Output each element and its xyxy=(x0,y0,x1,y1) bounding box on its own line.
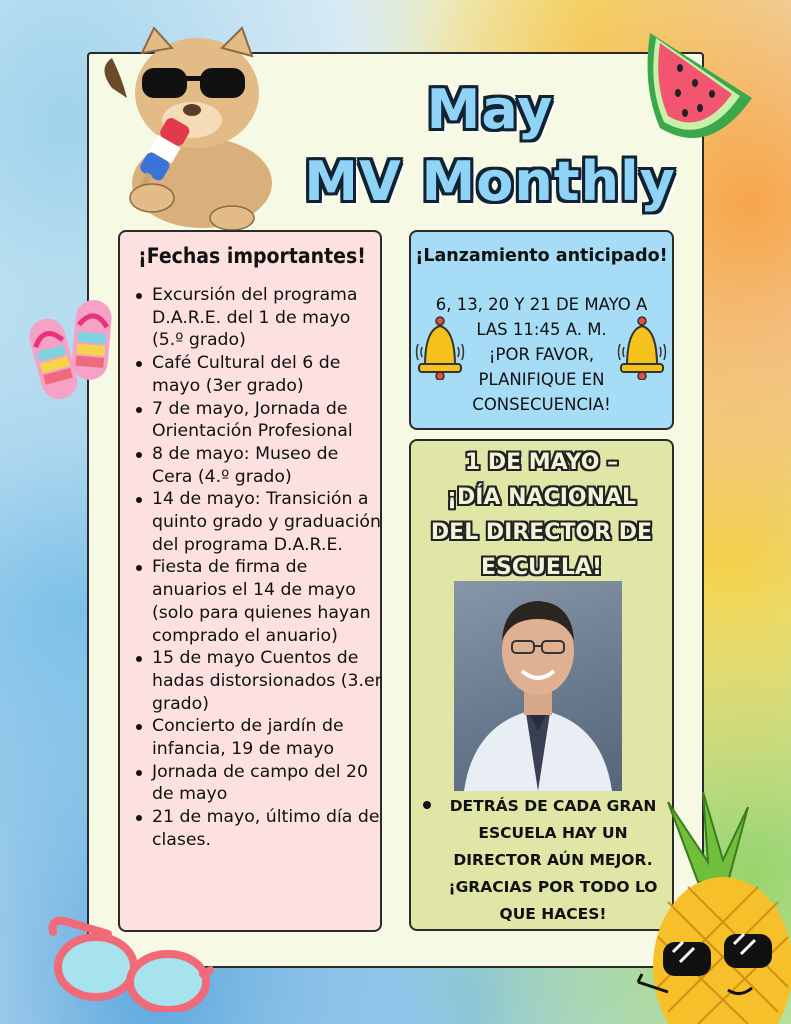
important-dates-box xyxy=(118,230,382,932)
principal-day-heading-line: ¡DÍA NACIONAL xyxy=(446,485,637,510)
list-item: 14 de mayo: Transición a quinto grado y graduación del programa D.A.R.E. xyxy=(134,488,382,556)
early-release-line: PLANIFIQUE EN xyxy=(478,370,605,389)
important-dates-list xyxy=(134,284,382,852)
early-release-heading: ¡Lanzamiento anticipado! xyxy=(415,246,668,266)
list-item: 8 de mayo: Museo de Cera (4.º grado) xyxy=(134,443,382,488)
principal-day-heading-line: 1 DE MAYO – xyxy=(464,450,619,475)
important-dates-heading: ¡Fechas importantes! xyxy=(138,244,366,268)
bell-icon xyxy=(413,316,467,380)
list-item: 15 de mayo Cuentos de hadas distorsionados (3.er grado) xyxy=(134,647,382,715)
list-item: Concierto de jardín de infancia, 19 de mayo xyxy=(134,715,382,760)
early-release-line: CONSECUENCIA! xyxy=(472,395,611,414)
early-release-box xyxy=(409,230,674,430)
principal-day-message: DETRÁS DE CADA GRAN ESCUELA HAY UN DIRECTOR AÚN MEJOR. ¡GRACIAS POR TODO LO QUE HACES! xyxy=(448,797,658,923)
list-item: Jornada de campo del 20 de mayo xyxy=(134,761,382,806)
bell-icon xyxy=(615,316,669,380)
list-item: 7 de mayo, Jornada de Orientación Profesional xyxy=(134,398,382,443)
title-newsletter-name: MV Monthly xyxy=(304,150,676,213)
pineapple-icon xyxy=(628,792,791,1024)
principal-day-heading-line: ESCUELA! xyxy=(481,555,602,580)
list-item: Fiesta de firma de anuarios el 14 de mayo (solo para quienes hayan comprado el anuario) xyxy=(134,556,382,647)
early-release-line: 6, 13, 20 Y 21 DE MAYO A xyxy=(435,295,648,314)
sunglasses-icon xyxy=(48,912,213,1012)
early-release-line: ¡POR FAVOR, xyxy=(488,345,595,364)
title-month: May xyxy=(426,78,554,141)
principal-photo xyxy=(454,581,622,791)
flip-flops-icon xyxy=(25,298,117,408)
list-item: 21 de mayo, último día de clases. xyxy=(134,806,382,851)
bullet-icon xyxy=(423,801,431,809)
list-item: Excursión del programa D.A.R.E. del 1 de mayo (5.º grado) xyxy=(134,284,382,352)
principal-day-heading-line: DEL DIRECTOR DE xyxy=(430,520,653,545)
principal-day-heading xyxy=(411,445,672,585)
list-item: Café Cultural del 6 de mayo (3er grado) xyxy=(134,352,382,397)
early-release-line: LAS 11:45 A. M. xyxy=(476,320,607,339)
